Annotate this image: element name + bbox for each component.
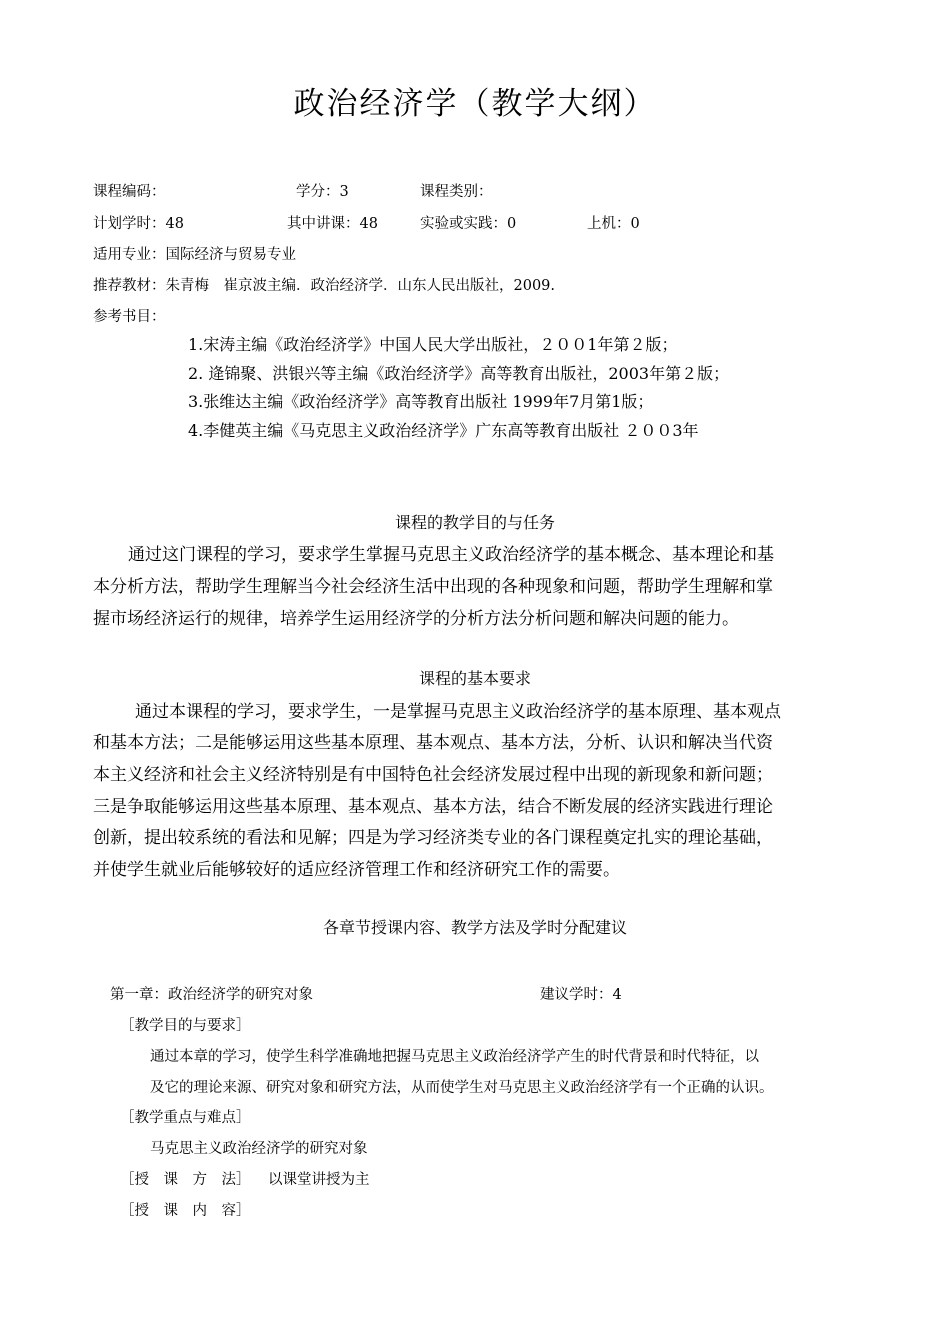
- course-category-label: 课程类别：: [420, 184, 493, 200]
- key-points-text: 马克思主义政治经济学的研究对象: [150, 1141, 368, 1157]
- goal-text-line: 及它的理论来源、研究对象和研究方法，从而使学生对马克思主义政治经济学有一个正确的认识。: [150, 1080, 774, 1096]
- goal-label: ［教学目的与要求］: [120, 1018, 251, 1034]
- method-text: 以课堂讲授为主: [268, 1172, 370, 1188]
- key-points-label: ［教学重点与难点］: [120, 1110, 251, 1126]
- requirements-paragraph-line: 通过本课程的学习，要求学生，一是掌握马克思主义政治经济学的基本原理、基本观点: [135, 702, 781, 722]
- goal-text-line: 通过本章的学习，使学生科学准确地把握马克思主义政治经济学产生的时代背景和时代特征，以: [150, 1049, 759, 1065]
- reference-item: 4.李健英主编《马克思主义政治经济学》广东高等教育出版社 ２００3年: [188, 421, 699, 440]
- recommended-textbook: 推荐教材：朱青梅 崔京波主编．政治经济学．山东人民出版社，2009.: [93, 278, 556, 294]
- page-title: 政治经济学（教学大纲）: [293, 86, 657, 122]
- reference-item: 1.宋涛主编《政治经济学》中国人民大学出版社，２００1年第２版；: [188, 335, 678, 354]
- requirements-paragraph-line: 创新，提出较系统的看法和见解；四是为学习经济类专业的各门课程奠定扎实的理论基础，: [93, 828, 773, 848]
- requirements-paragraph-line: 三是争取能够运用这些基本原理、基本观点、基本方法，结合不断发展的经济实践进行理论: [93, 797, 773, 817]
- applicable-major: 适用专业：国际经济与贸易专业: [93, 247, 296, 263]
- course-credit: 学分：3: [296, 184, 349, 200]
- computer-hours: 上机：0: [587, 216, 640, 232]
- requirements-paragraph-line: 本主义经济和社会主义经济特别是有中国特色社会经济发展过程中出现的新现象和新问题；: [93, 765, 773, 785]
- goals-paragraph-line: 本分析方法，帮助学生理解当今社会经济生活中出现的各种现象和问题，帮助学生理解和掌: [93, 577, 773, 597]
- chapter-title: 第一章：政治经济学的研究对象: [110, 987, 313, 1003]
- method-label: ［授 课 方 法］: [120, 1172, 251, 1188]
- references-label: 参考书目：: [93, 309, 166, 325]
- content-label: ［授 课 内 容］: [120, 1203, 251, 1219]
- reference-item: 3.张维达主编《政治经济学》高等教育出版社 1999年7月第1版；: [188, 392, 654, 411]
- section-heading-chapters: 各章节授课内容、教学方法及学时分配建议: [322, 918, 627, 937]
- section-heading-goals: 课程的教学目的与任务: [394, 513, 555, 532]
- goals-paragraph-line: 握市场经济运行的规律，培养学生运用经济学的分析方法分析问题和解决问题的能力。: [93, 609, 739, 629]
- practice-hours: 实验或实践：0: [420, 216, 517, 232]
- goals-paragraph-line: 通过这门课程的学习，要求学生掌握马克思主义政治经济学的基本概念、基本理论和基: [128, 545, 774, 565]
- requirements-paragraph-line: 并使学生就业后能够较好的适应经济管理工作和经济研究工作的需要。: [93, 860, 620, 880]
- chapter-hours: 建议学时：4: [540, 987, 622, 1003]
- reference-item: 2. 逄锦聚、洪银兴等主编《政治经济学》高等教育出版社，2003年第２版；: [188, 364, 730, 383]
- requirements-paragraph-line: 和基本方法；二是能够运用这些基本原理、基本观点、基本方法，分析、认识和解决当代资: [93, 733, 773, 753]
- section-heading-requirements: 课程的基本要求: [418, 669, 531, 688]
- course-code-label: 课程编码：: [93, 184, 166, 200]
- planned-hours: 计划学时：48: [93, 216, 184, 232]
- lecture-hours: 其中讲课：48: [287, 216, 378, 232]
